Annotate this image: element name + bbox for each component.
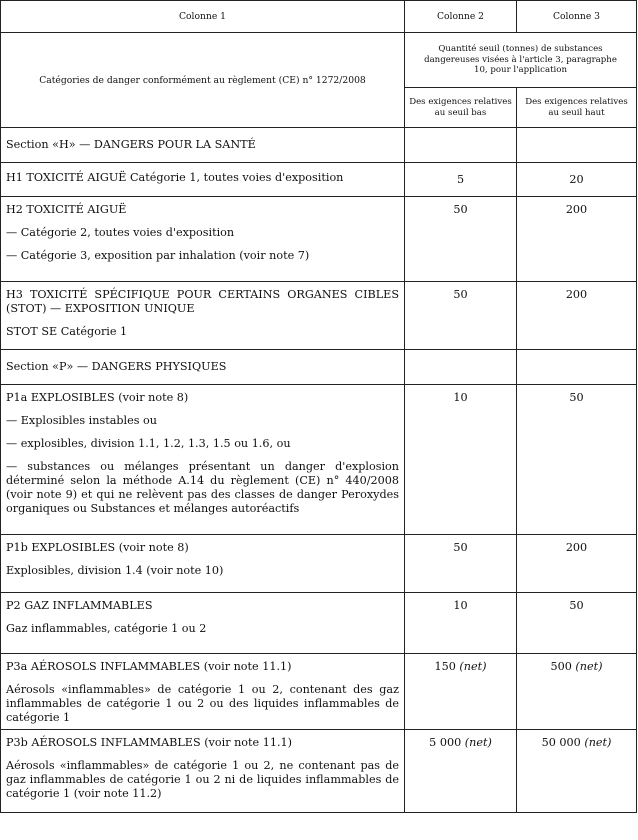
h1-text: H1 TOXICITÉ AIGUË Catégorie 1, toutes voies d'exposition: [1, 163, 405, 197]
p1a-cell: [1, 385, 405, 535]
p2-cell: [1, 593, 405, 654]
table-row-h2: [1, 197, 637, 282]
p3b-title: P3b AÉROSOLS INFLAMMABLES (voir note 11.1): [6, 736, 292, 749]
threshold-header: Quantité seuil (tonnes) de substances dangereuses visées à l'article 3, paragraphe 10, pour l'application: [405, 33, 637, 88]
p1a-line3: — substances ou mélanges présentant un danger d'explosion déterminé selon la méthode A.14 du règlement (CE) n° 440/2008 (voir note 9) et qui ne relèvent pas des classes de danger Peroxydes organiques ou Substances et mélanges autoréactifs: [6, 460, 399, 515]
p1a-low: 10: [405, 385, 517, 535]
section-h-row: [1, 128, 637, 163]
p1a-line1: — Explosibles instables ou: [6, 414, 157, 427]
h3-title: H3 TOXICITÉ SPÉCIFIQUE POUR CERTAINS ORGANES CIBLES (STOT) — EXPOSITION UNIQUE: [6, 288, 399, 315]
p3a-low: 150: [434, 660, 456, 673]
p1b-high: 200: [517, 535, 637, 593]
table-row-p3b: [1, 730, 637, 813]
p2-line1: Gaz inflammables, catégorie 1 ou 2: [6, 622, 207, 635]
table-row-p1a: [1, 385, 637, 535]
p3a-high: 500: [550, 660, 572, 673]
p1b-title: P1b EXPLOSIBLES (voir note 8): [6, 541, 189, 554]
h3-high: 200: [517, 282, 637, 350]
low-threshold-header: Des exigences relatives au seuil bas: [405, 88, 517, 128]
p3a-high-cell: [517, 654, 637, 730]
h1-low: 5: [405, 163, 517, 197]
p3b-high-cell: [517, 730, 637, 813]
col3-header: Colonne 3: [517, 1, 637, 33]
p1b-low: 50: [405, 535, 517, 593]
table-row-p3a: [1, 654, 637, 730]
h3-line1: STOT SE Catégorie 1: [6, 325, 128, 338]
p3a-line1: Aérosols «inflammables» de catégorie 1 ou 2, contenant des gaz inflammables de catégorie 1 ou 2 ou des liquides inflammables de catégorie 1: [6, 683, 399, 724]
p1b-line1: Explosibles, division 1.4 (voir note 10): [6, 564, 224, 577]
p3a-title: P3a AÉROSOLS INFLAMMABLES (voir note 11.1): [6, 660, 292, 673]
h1-high: 20: [517, 163, 637, 197]
p2-high: 50: [517, 593, 637, 654]
h3-low: 50: [405, 282, 517, 350]
p3a-cell: [1, 654, 405, 730]
h2-title: H2 TOXICITÉ AIGUË: [6, 203, 127, 216]
p3b-cell: [1, 730, 405, 813]
h2-low: 50: [405, 197, 517, 282]
h2-line2: — Catégorie 3, exposition par inhalation (voir note 7): [6, 249, 310, 262]
p1b-cell: [1, 535, 405, 593]
h2-cell: [1, 197, 405, 282]
col1-header: Colonne 1: [1, 1, 405, 33]
p1a-title: P1a EXPLOSIBLES (voir note 8): [6, 391, 189, 404]
section-h-title: Section «H» — DANGERS POUR LA SANTÉ: [1, 128, 405, 163]
header-desc-row: [1, 33, 637, 88]
p3a-low-cell: [405, 654, 517, 730]
section-p-row: [1, 350, 637, 385]
h2-line1: — Catégorie 2, toutes voies d'exposition: [6, 226, 235, 239]
table-row-h1: [1, 163, 637, 197]
section-p-title: Section «P» — DANGERS PHYSIQUES: [1, 350, 405, 385]
p3b-high-unit: (net): [584, 736, 612, 749]
p3b-low-cell: [405, 730, 517, 813]
h2-high: 200: [517, 197, 637, 282]
table-row-p1b: [1, 535, 637, 593]
table-row-h3: [1, 282, 637, 350]
p1a-line2: — explosibles, division 1.1, 1.2, 1.3, 1.5 ou 1.6, ou: [6, 437, 291, 450]
p3b-high: 50 000: [541, 736, 581, 749]
p3b-low: 5 000: [429, 736, 462, 749]
h3-cell: [1, 282, 405, 350]
p2-low: 10: [405, 593, 517, 654]
p3b-line1: Aérosols «inflammables» de catégorie 1 ou 2, ne contenant pas de gaz inflammables de catégorie 1 ou 2 ni de liquides inflammables de catégorie 1 (voir note 11.2): [6, 759, 399, 800]
column-number-row: [1, 1, 637, 33]
col2-header: Colonne 2: [405, 1, 517, 33]
categories-header: Catégories de danger conformément au règlement (CE) n° 1272/2008: [1, 33, 405, 128]
p3b-low-unit: (net): [464, 736, 492, 749]
p3a-low-unit: (net): [459, 660, 487, 673]
table-row-p2: [1, 593, 637, 654]
high-threshold-header: Des exigences relatives au seuil haut: [517, 88, 637, 128]
p2-title: P2 GAZ INFLAMMABLES: [6, 599, 153, 612]
p1a-high: 50: [517, 385, 637, 535]
p3a-high-unit: (net): [575, 660, 603, 673]
